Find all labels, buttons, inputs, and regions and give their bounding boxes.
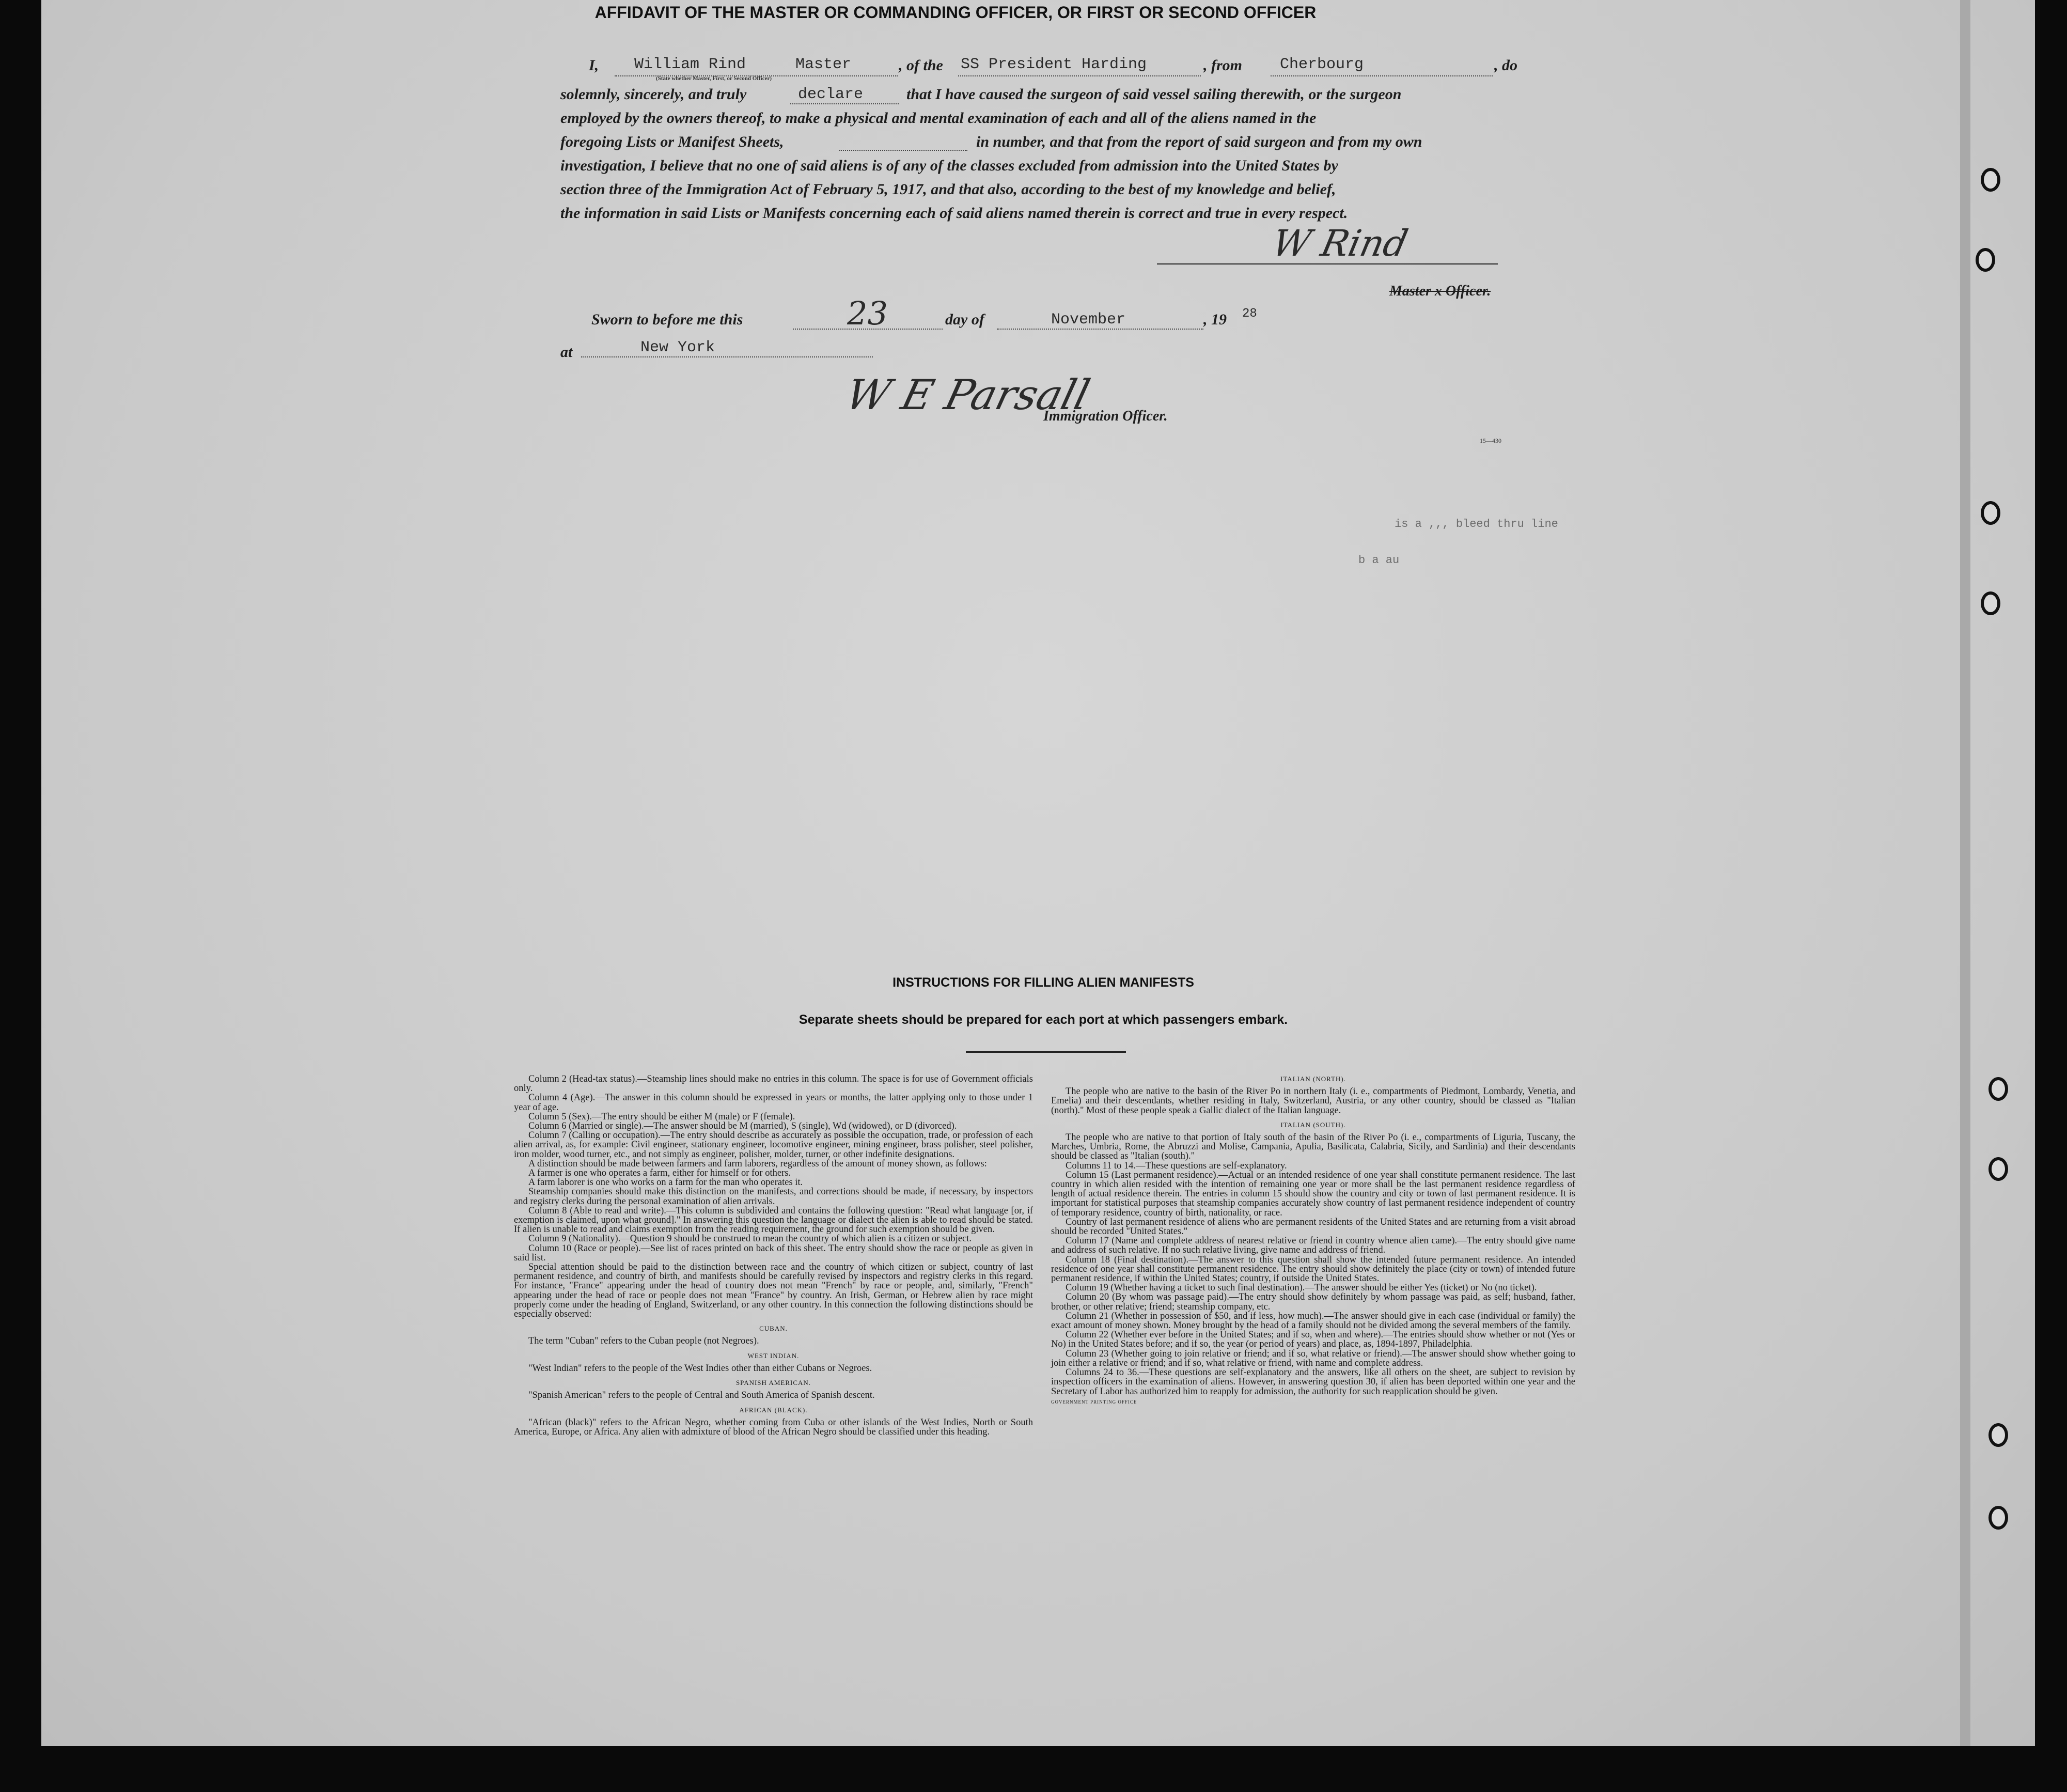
- affidavit-text: , do: [1494, 57, 1517, 74]
- instruction-paragraph: A farm laborer is one who works on a farm for the man who operates it.: [528, 1177, 803, 1188]
- fill-line: [997, 329, 1203, 330]
- affidavit-text: that I have caused the surgeon of said vessel sailing therewith, or the surgeon: [906, 86, 1402, 103]
- punch-hole: [1976, 248, 1995, 272]
- instruction-paragraph: The term "Cuban" refers to the Cuban people (not Negroes).: [528, 1336, 759, 1347]
- affidavit-text: the information in said Lists or Manifests concerning each of said aliens named therein is correct and true in every respect.: [560, 205, 1348, 222]
- punch-hole: [1988, 1506, 2008, 1530]
- sworn-day: 23: [847, 294, 888, 332]
- instruction-paragraph: Column 4 (Age).—The answer in this column should be expressed in years or months, the latter applying only to those under 1 year of age.: [514, 1093, 1033, 1113]
- form-number: 15—430: [1480, 437, 1501, 444]
- instructions-right-column: [1051, 1074, 1575, 1407]
- sworn-place: New York: [640, 339, 715, 356]
- officer-signature: W E Parsall: [841, 371, 1095, 419]
- section-heading: AFRICAN (BLACK).: [739, 1406, 808, 1414]
- affidavit-text: , 19: [1203, 311, 1227, 328]
- printer-imprint: GOVERNMENT PRINTING OFFICE: [1051, 1399, 1137, 1405]
- instruction-paragraph: A distinction should be made between farmers and farm laborers, regardless of the amount of money shown, as follows:: [528, 1158, 987, 1169]
- rank-field: Master: [795, 56, 852, 73]
- master-name-field: William Rind: [634, 56, 746, 73]
- instruction-paragraph: The people who are native to the basin of the River Po in northern Italy (i. e., compartments of Piedmont, Lombardy, Venetia, and Emelia) and their descendants, whether residing in Italy, Switzerland, Austria, or any other country, should be classed as "Italian (north)." Most of these people speak a Gallic dialect of the Italian language.: [1051, 1086, 1575, 1116]
- punch-hole: [1988, 1077, 2008, 1101]
- instructions-title: INSTRUCTIONS FOR FILLING ALIEN MANIFESTS: [892, 975, 1194, 990]
- instruction-paragraph: Special attention should be paid to the distinction between race and the country of which citizen or subject, country of last permanent residence, and country of birth, and manifests should be carefully revised by inspectors and registry clerks in this regard. For instance, "France" appearing under the head of country does not mean "French" by race or people, and, similarly, "French" appearing under the head of race or people does not mean "France" by country. An Irish, German, or Hebrew alien by race might properly come under the heading of England, Switzerland, or any other country. In this connection the following distinctions should be especially observed:: [514, 1262, 1033, 1320]
- instruction-paragraph: Columns 24 to 36.—These questions are self-explanatory and the answers, like all others on the sheet, are subject to revision by inspection officers in the examination of aliens. However, in answering question 30, if alien has been deported within one year and the Secretary of Labor has authorized him to reapply for admission, the authority for such reapplication should be given.: [1051, 1367, 1575, 1397]
- affidavit-text: day of: [945, 311, 984, 328]
- fill-line: [793, 329, 943, 330]
- fill-line: [790, 103, 899, 104]
- instruction-paragraph: Column 19 (Whether having a ticket to such final destination).—The answer should be either Yes (ticket) or No (no ticket).: [1066, 1283, 1537, 1294]
- instruction-paragraph: Column 5 (Sex).—The entry should be either M (male) or F (female).: [528, 1111, 795, 1122]
- fill-line: [581, 356, 873, 357]
- affidavit-text: at: [560, 344, 573, 361]
- instruction-paragraph: Column 7 (Calling or occupation).—The entry should describe as accurately as possible the occupation, trade, or profession of each alien arrival, as, for example: Civil engineer, stationary engineer, locomotive engineer, mining engineer, brass polisher, steel polisher, iron molder, wood turner, etc., and not simply as engineer, polisher, molder, turner, or other indefinite designations.: [514, 1130, 1033, 1160]
- section-heading: SPANISH AMERICAN.: [735, 1379, 811, 1387]
- instruction-paragraph: Column 6 (Married or single).—The answer should be M (married), S (single), Wd (widowed), or D (divorced).: [528, 1121, 957, 1132]
- punch-hole: [1981, 168, 2000, 192]
- instruction-paragraph: "West Indian" refers to the people of the West Indies other than either Cubans or Negroes.: [528, 1363, 872, 1374]
- affidavit-text: Sworn to before me this: [591, 311, 743, 328]
- rank-note: (State whether Master, First, or Second Officer): [656, 75, 772, 82]
- affidavit-text: , of the: [899, 57, 943, 74]
- punch-hole: [1981, 591, 2000, 615]
- instruction-paragraph: Steamship companies should make this distinction on the manifests, and corrections should be made, if necessary, by inspectors and registry clerks during the personal examination of alien arrivals.: [514, 1187, 1033, 1207]
- signature-line: [1157, 263, 1498, 264]
- section-heading: ITALIAN (SOUTH).: [1280, 1120, 1346, 1129]
- affidavit-title: AFFIDAVIT OF THE MASTER OR COMMANDING OFFICER, OR FIRST OR SECOND OFFICER: [594, 3, 1317, 22]
- instruction-paragraph: Columns 11 to 14.—These questions are self-explanatory.: [1066, 1160, 1287, 1171]
- fill-line: [839, 150, 967, 151]
- port-field: Cherbourg: [1280, 56, 1364, 73]
- instructions-left-column: [514, 1074, 1033, 1437]
- declare-field: declare: [798, 86, 864, 103]
- instruction-paragraph: Column 18 (Final destination).—The answer to this question shall show the intended future permanent residence. An intended residence of one year shall constitute permanent residence. The entry should show definitely the place (city or town) of intended future permanent residence, if within the United States; country, if outside the United States.: [1051, 1254, 1575, 1284]
- instruction-paragraph: Column 21 (Whether in possession of $50, and if less, how much).—The answer should give in each case (individual or family) the exact amount of money shown. Money brought by the head of a family should not be divided among the several members of the family.: [1051, 1311, 1575, 1331]
- master-caption: Master x Officer.: [1389, 283, 1491, 299]
- affidavit-text: in number, and that from the report of said surgeon and from my own: [976, 133, 1422, 150]
- affidavit-text: investigation, I believe that no one of said aliens is of any of the classes excluded from admission into the United States by: [560, 157, 1338, 174]
- instruction-paragraph: Column 17 (Name and complete address of nearest relative or friend in country whence alien came).—The entry should give name and address of such relative. If no such relative living, give name and address of friend.: [1051, 1236, 1575, 1256]
- instruction-paragraph: Column 20 (By whom was passage paid).—The entry should show definitely by whom passage was paid, as self; husband, father, brother, or other relative; friend; steamship company, etc.: [1051, 1292, 1575, 1312]
- sworn-month: November: [1051, 311, 1126, 329]
- instruction-paragraph: Column 15 (Last permanent residence).—Actual or an intended residence of one year shall constitute permanent residence. The last country in which alien resided with the intention of remaining one year or more shall be the last permanent residence regardless of length of actual residence therein. The entries in column 15 should show the country and city or town of last permanent residence. It is important for statistical purposes that steamship companies accurately show country of last permanent residence independent of country of temporary residence, country of birth, nationality, or race.: [1051, 1170, 1575, 1218]
- instruction-paragraph: Column 23 (Whether going to join relative or friend; and if so, what relative or friend).—The answer should show whether going to join either a relative or friend; and if so, what relative or friend, with name and complete address.: [1051, 1348, 1575, 1368]
- separator-rule: [966, 1051, 1126, 1053]
- instruction-paragraph: "Spanish American" refers to the people of Central and South America of Spanish descent.: [528, 1390, 875, 1401]
- affidavit-text: , from: [1203, 57, 1242, 74]
- punch-hole: [1988, 1157, 2008, 1181]
- bleed-through-text: is a ,,, bleed thru line: [1395, 518, 1558, 531]
- affidavit-text: employed by the owners thereof, to make a physical and mental examination of each and all of the aliens named in the: [560, 110, 1317, 127]
- instructions-subtitle: Separate sheets should be prepared for each port at which passengers embark.: [798, 1012, 1288, 1027]
- section-heading: ITALIAN (NORTH).: [1280, 1075, 1346, 1083]
- instruction-paragraph: "African (black)" refers to the African Negro, whether coming from Cuba or other islands of the West Indies, North or South America, Europe, or Africa. Any alien with admixture of blood of the African Negro should be classified under this heading.: [514, 1417, 1033, 1437]
- instruction-paragraph: Column 2 (Head-tax status).—Steamship lines should make no entries in this column. The space is for use of Government officials only.: [514, 1074, 1033, 1094]
- manifest-sheet: [41, 0, 2035, 1746]
- affidavit-text: foregoing Lists or Manifest Sheets,: [560, 133, 784, 150]
- instruction-paragraph: Column 22 (Whether ever before in the United States; and if so, when and where).—The entries should show whether or not (Yes or No) in the United States before; and if so, the year (or period of years) and place, as, 1894-1897, Philadelphia.: [1051, 1330, 1575, 1350]
- instruction-paragraph: Column 8 (Able to read and write).—This column is subdivided and contains the following question: "Read what language [or, if exemption is claimed, upon what ground]." In answering this question the language or dialect the alien is able to read should be stated. If alien is unable to read and claims exemption from the reading requirement, the ground for such exemption should be given.: [514, 1205, 1033, 1235]
- instruction-paragraph: A farmer is one who operates a farm, either for himself or for others.: [528, 1168, 791, 1179]
- officer-caption: Immigration Officer.: [1043, 408, 1168, 424]
- punch-hole: [1988, 1423, 2008, 1447]
- instruction-paragraph: The people who are native to that portion of Italy south of the basin of the River Po (i. e., compartments of Liguria, Tuscany, the Marches, Umbria, Rome, the Abruzzi and Molise, Campania, Apulia, Basilicata, Calabria, Sicily, and Sardinia) and their descendants should be classed as "Italian (south).": [1051, 1132, 1575, 1162]
- instruction-paragraph: Column 10 (Race or people).—See list of races printed on back of this sheet. The entry should show the race or people as given in said list.: [514, 1243, 1033, 1263]
- bleed-through-text: b a au: [1358, 554, 1400, 567]
- instruction-paragraph: Country of last permanent residence of aliens who are permanent residents of the United States and are returning from a visit abroad should be recorded "United States.": [1051, 1217, 1575, 1237]
- master-signature: W Rind: [1269, 222, 1412, 264]
- vessel-name-field: SS President Harding: [961, 56, 1147, 73]
- page-edge: [1960, 0, 1970, 1746]
- section-heading: WEST INDIAN.: [747, 1351, 800, 1360]
- affidavit-text: section three of the Immigration Act of February 5, 1917, and that also, according to the best of my knowledge and belief,: [560, 181, 1336, 198]
- sworn-year: 28: [1242, 307, 1257, 321]
- punch-hole: [1981, 501, 2000, 525]
- affidavit-text: I,: [589, 57, 599, 74]
- affidavit-text: solemnly, sincerely, and truly: [560, 86, 747, 103]
- section-heading: CUBAN.: [759, 1324, 788, 1333]
- fill-line: [958, 75, 1201, 76]
- instruction-paragraph: Column 9 (Nationality).—Question 9 should be construed to mean the country of which alien is a citizen or subject.: [528, 1234, 972, 1244]
- fill-line: [1271, 75, 1493, 76]
